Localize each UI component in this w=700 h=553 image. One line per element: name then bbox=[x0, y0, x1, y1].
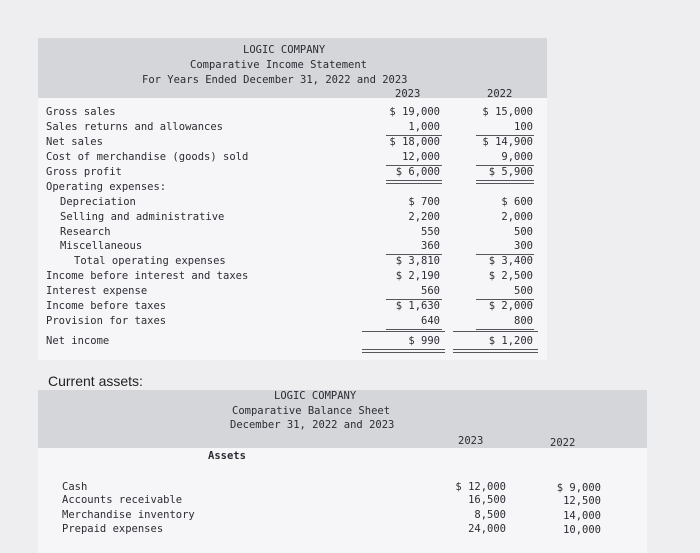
balance-row-2023: $ 12,000 bbox=[455, 481, 506, 493]
balance-row-2023: 24,000 bbox=[468, 523, 506, 535]
income-row-2023: 360 bbox=[421, 240, 440, 252]
income-statement-period: For Years Ended December 31, 2022 and 2023 bbox=[142, 74, 408, 86]
income-row-2023: 560 bbox=[421, 285, 440, 297]
balance-row-2022: 14,000 bbox=[563, 510, 601, 522]
balance-sheet-company: LOGIC COMPANY bbox=[274, 390, 357, 402]
income-row-2023: $ 3,810 bbox=[395, 255, 440, 267]
income-row-2023: 12,000 bbox=[402, 151, 440, 163]
balance-row-label: Merchandise inventory bbox=[62, 509, 195, 521]
income-row-2023: $ 6,000 bbox=[395, 166, 440, 178]
net-income-top-rule bbox=[362, 331, 445, 332]
income-statement-year-2023: 2023 bbox=[395, 88, 421, 100]
income-row-2022: $ 14,900 bbox=[482, 136, 533, 148]
income-row-2022: $ 1,200 bbox=[488, 335, 533, 347]
balance-sheet-year-2022: 2022 bbox=[550, 437, 576, 449]
income-statement-company: LOGIC COMPANY bbox=[243, 44, 326, 56]
net-income-rule bbox=[453, 349, 538, 350]
balance-row-2022: 10,000 bbox=[563, 524, 601, 536]
balance-sheet-title: Comparative Balance Sheet bbox=[232, 405, 391, 417]
subtotal-rule bbox=[386, 329, 442, 330]
income-row-label: Miscellaneous bbox=[60, 240, 143, 252]
income-row-2022: $ 2,000 bbox=[488, 300, 533, 312]
income-row-label: Gross sales bbox=[46, 106, 116, 118]
income-row-label: Cost of merchandise (goods) sold bbox=[46, 151, 249, 163]
balance-sheet-date: December 31, 2022 and 2023 bbox=[230, 419, 395, 431]
balance-row-2022: 12,500 bbox=[563, 495, 601, 507]
income-row-2022: $ 15,000 bbox=[482, 106, 533, 118]
gross-profit-rule bbox=[386, 180, 442, 181]
income-row-label: Depreciation bbox=[60, 196, 136, 208]
income-row-2022: 800 bbox=[514, 315, 533, 327]
income-row-2023: 640 bbox=[421, 315, 440, 327]
income-row-label: Research bbox=[60, 226, 111, 238]
balance-row-label: Accounts receivable bbox=[62, 494, 183, 506]
income-statement-year-2022: 2022 bbox=[487, 88, 513, 100]
income-row-2022: 500 bbox=[514, 226, 533, 238]
net-income-top-rule bbox=[453, 331, 538, 332]
income-row-label: Total operating expenses bbox=[74, 255, 226, 267]
income-row-2022: $ 5,900 bbox=[488, 166, 533, 178]
balance-sheet-year-2023: 2023 bbox=[458, 435, 484, 447]
income-row-2023: $ 700 bbox=[408, 196, 440, 208]
current-assets-heading: Current assets: bbox=[48, 373, 143, 389]
net-income-rule bbox=[362, 349, 445, 350]
income-row-2022: 500 bbox=[514, 285, 533, 297]
subtotal-rule bbox=[476, 329, 534, 330]
income-row-2022: 2,000 bbox=[501, 211, 533, 223]
income-row-label: Net sales bbox=[46, 136, 103, 148]
balance-row-2023: 16,500 bbox=[468, 494, 506, 506]
income-row-label: Operating expenses: bbox=[46, 181, 167, 193]
income-row-2022: 9,000 bbox=[501, 151, 533, 163]
income-row-2022: $ 600 bbox=[501, 196, 533, 208]
income-row-label: Income before taxes bbox=[46, 300, 167, 312]
income-row-2022: 100 bbox=[514, 121, 533, 133]
income-row-2023: 2,200 bbox=[408, 211, 440, 223]
balance-sheet-assets-label: Assets bbox=[208, 450, 246, 462]
income-row-2023: 1,000 bbox=[408, 121, 440, 133]
income-row-2023: $ 1,630 bbox=[395, 300, 440, 312]
income-row-label: Provision for taxes bbox=[46, 315, 167, 327]
income-row-label: Interest expense bbox=[46, 285, 148, 297]
income-row-2023: $ 18,000 bbox=[389, 136, 440, 148]
income-statement-title: Comparative Income Statement bbox=[190, 59, 368, 71]
income-row-label: Sales returns and allowances bbox=[46, 121, 224, 133]
balance-row-2023: 8,500 bbox=[474, 509, 506, 521]
balance-row-label: Prepaid expenses bbox=[62, 523, 164, 535]
income-row-2022: $ 2,500 bbox=[488, 270, 533, 282]
income-row-label: Net income bbox=[46, 335, 110, 347]
income-row-2022: 300 bbox=[514, 240, 533, 252]
income-row-label: Income before interest and taxes bbox=[46, 270, 249, 282]
income-row-label: Selling and administrative bbox=[60, 211, 225, 223]
income-row-label: Gross profit bbox=[46, 166, 122, 178]
income-row-2023: $ 2,190 bbox=[395, 270, 440, 282]
gross-profit-rule bbox=[476, 180, 534, 181]
income-row-2022: $ 3,400 bbox=[488, 255, 533, 267]
income-row-2023: 550 bbox=[421, 226, 440, 238]
balance-row-label: Cash bbox=[62, 481, 88, 493]
income-row-2023: $ 990 bbox=[408, 335, 440, 347]
balance-row-2022: $ 9,000 bbox=[556, 482, 601, 494]
income-row-2023: $ 19,000 bbox=[389, 106, 440, 118]
